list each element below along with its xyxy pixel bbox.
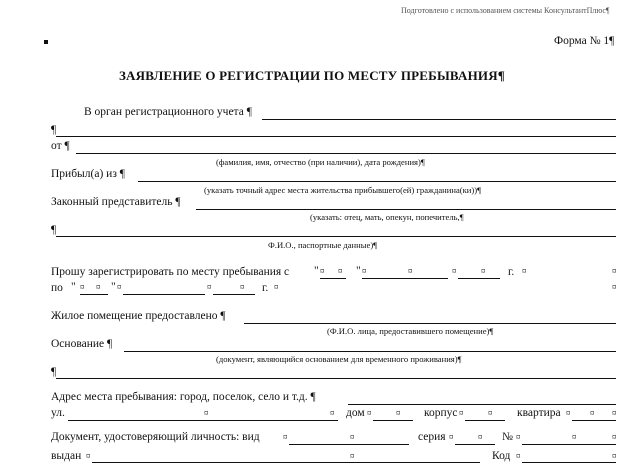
- organ-label: В орган регистрационного учета ¶: [84, 106, 252, 118]
- paragraph-mark: ¶: [51, 124, 57, 136]
- cell-marker: ¤: [452, 266, 457, 276]
- end-year-field[interactable]: [213, 294, 255, 295]
- start-day-field[interactable]: [320, 278, 346, 279]
- cell-marker: ¤: [516, 432, 521, 442]
- basis-hint: (документ, являющийся основанием для временного проживания)¶: [216, 354, 462, 364]
- arrived-field[interactable]: [138, 181, 616, 182]
- cell-marker: ¤: [612, 408, 617, 418]
- cell-marker: ¤: [590, 408, 595, 418]
- number-label: №: [502, 431, 513, 443]
- cell-marker: ¤: [350, 451, 355, 461]
- organ-field-line-2[interactable]: [56, 136, 616, 137]
- consultant-note: Подготовлено с использованием системы КонсультантПлюс¶: [401, 6, 610, 15]
- housing-hint: (Ф.И.О. лица, предоставившего помещение)¶: [327, 326, 494, 336]
- cell-marker: ¤: [117, 282, 122, 292]
- from-label: от ¶: [51, 140, 70, 152]
- cell-marker: ¤: [362, 266, 367, 276]
- quote-close: ": [111, 281, 116, 293]
- house-field[interactable]: [373, 420, 413, 421]
- id-document-type-field[interactable]: [289, 444, 409, 445]
- cell-marker: ¤: [350, 432, 355, 442]
- code-label: Код: [492, 450, 511, 462]
- cell-marker: ¤: [204, 408, 209, 418]
- document-title: ЗАЯВЛЕНИЕ О РЕГИСТРАЦИИ ПО МЕСТУ ПРЕБЫВАНИЯ¶: [119, 68, 506, 83]
- start-year-field[interactable]: [458, 278, 500, 279]
- arrived-hint: (указать точный адрес места жительства прибывшего(ей) гражданина(ки))¶: [204, 185, 482, 195]
- quote-close: ": [356, 265, 361, 277]
- cell-marker: ¤: [86, 451, 91, 461]
- cell-marker: ¤: [96, 282, 101, 292]
- year-mark: г.: [508, 266, 515, 278]
- until-label: по: [51, 282, 63, 294]
- quote-open: ": [71, 281, 76, 293]
- cell-marker: ¤: [320, 266, 325, 276]
- representative-name-hint: Ф.И.О., паспортные данные)¶: [268, 240, 378, 250]
- cell-marker: ¤: [283, 432, 288, 442]
- basis-label: Основание ¶: [51, 338, 113, 350]
- house-label: дом: [346, 407, 365, 419]
- series-field[interactable]: [455, 444, 495, 445]
- apartment-field[interactable]: [572, 420, 616, 421]
- cell-marker: ¤: [478, 432, 483, 442]
- cell-marker: ¤: [80, 282, 85, 292]
- cell-marker: ¤: [274, 282, 279, 292]
- start-month-field[interactable]: [362, 278, 448, 279]
- representative-field[interactable]: [196, 209, 616, 210]
- housing-field[interactable]: [244, 323, 616, 324]
- address-label: Адрес места пребывания: город, поселок, село и т.д. ¶: [51, 391, 316, 403]
- series-label: серия: [418, 431, 446, 443]
- cell-marker: ¤: [240, 282, 245, 292]
- housing-label: Жилое помещение предоставлено ¶: [51, 310, 226, 322]
- form-number: Форма № 1¶: [554, 35, 615, 47]
- from-field[interactable]: [76, 153, 616, 154]
- arrived-label: Прибыл(а) из ¶: [51, 168, 125, 180]
- building-label: корпус: [424, 407, 458, 419]
- cell-marker: ¤: [207, 282, 212, 292]
- cell-marker: ¤: [612, 282, 617, 292]
- cell-marker: ¤: [488, 408, 493, 418]
- street-label: ул.: [51, 407, 65, 419]
- cell-marker: ¤: [566, 408, 571, 418]
- year-mark: г.: [262, 282, 269, 294]
- cell-marker: ¤: [367, 408, 372, 418]
- request-label: Прошу зарегистрировать по месту пребывания с: [51, 266, 290, 278]
- organ-field[interactable]: [262, 119, 616, 120]
- cell-marker: ¤: [522, 266, 527, 276]
- paragraph-mark: ¶: [51, 224, 57, 236]
- cell-marker: ¤: [408, 266, 413, 276]
- paragraph-mark: ¶: [51, 366, 57, 378]
- number-field[interactable]: [522, 444, 616, 445]
- issued-label: выдан: [51, 450, 82, 462]
- cell-marker: ¤: [612, 432, 617, 442]
- basis-field-line-2[interactable]: [56, 378, 616, 379]
- representative-label: Законный представитель ¶: [51, 196, 181, 208]
- representative-field-line-2[interactable]: [56, 236, 616, 237]
- cell-marker: ¤: [612, 451, 617, 461]
- id-document-label: Документ, удостоверяющий личность: вид: [51, 431, 260, 443]
- basis-field[interactable]: [124, 351, 616, 352]
- cell-marker: ¤: [338, 266, 343, 276]
- address-field[interactable]: [348, 404, 616, 405]
- cell-marker: ¤: [396, 408, 401, 418]
- quote-open: ": [314, 265, 319, 277]
- apartment-label: квартира: [517, 407, 561, 419]
- end-month-field[interactable]: [123, 294, 205, 295]
- cell-marker: ¤: [449, 432, 454, 442]
- bullet-mark: [44, 40, 48, 44]
- from-hint: (фамилия, имя, отчество (при наличии), дата рождения)¶: [216, 157, 425, 167]
- cell-marker: ¤: [516, 451, 521, 461]
- cell-marker: ¤: [481, 266, 486, 276]
- cell-marker: ¤: [459, 408, 464, 418]
- cell-marker: ¤: [612, 266, 617, 276]
- end-day-field[interactable]: [80, 294, 108, 295]
- representative-hint: (указать: отец, мать, опекун, попечитель,¶: [310, 212, 464, 222]
- street-field[interactable]: [68, 420, 338, 421]
- code-field[interactable]: [522, 462, 616, 463]
- cell-marker: ¤: [572, 432, 577, 442]
- cell-marker: ¤: [330, 408, 335, 418]
- building-field[interactable]: [465, 420, 505, 421]
- issued-field[interactable]: [92, 462, 480, 463]
